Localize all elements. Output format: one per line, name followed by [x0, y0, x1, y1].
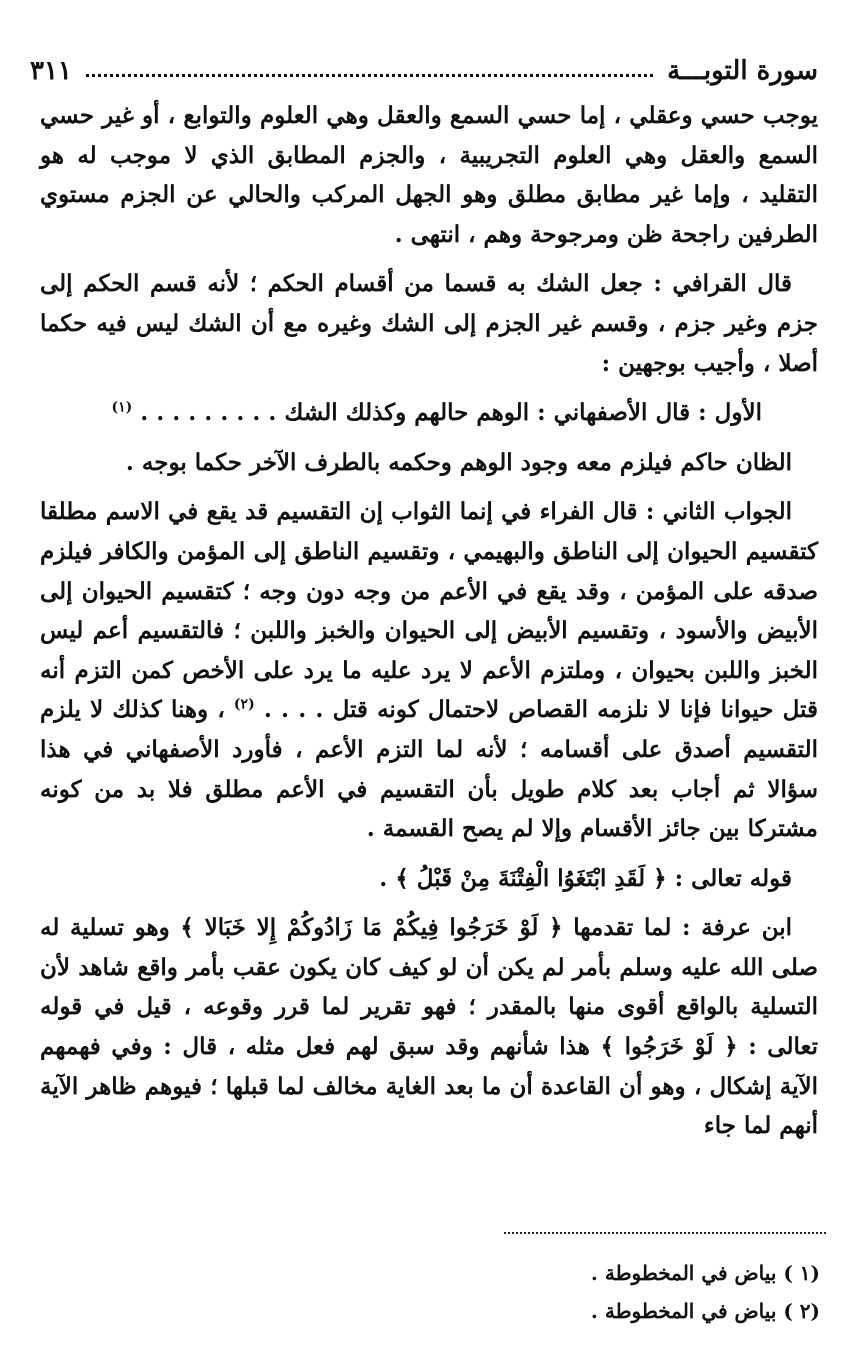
- quran-verse-2: ﴿ لَوْ خَرَجُوا فِيكُمْ مَا زَادُوكُمْ إِلا خَبَالا ﴾: [180, 914, 563, 942]
- footnote-separator: [504, 1232, 826, 1234]
- surah-title: سورة التوبـــة: [667, 56, 818, 86]
- footnote-2: (٢ ) بياض في المخطوطة .: [590, 1299, 820, 1323]
- paragraph-7-part-a: ابن عرفة : لما تقدمها: [573, 914, 792, 942]
- paragraph-6-end: .: [379, 864, 388, 892]
- footnote-1: (١ ) بياض في المخطوطة .: [590, 1261, 820, 1285]
- paragraph-4: الظان حاكم فيلزم معه وجود الوهم وحكمه بالطرف الآخر حكما بوجه .: [125, 448, 792, 476]
- paragraph-3: [40, 393, 818, 433]
- header-leader-dots: [86, 74, 653, 77]
- paragraph-2: قال القرافي : جعل الشك به قسما من أقسام الحكم ؛ لأنه قسم الحكم إلى جزم وغير جزم ، وقسم غير الجزم إلى الشك وغيره مع أن الشك ليس فيه حكما أصلا ، وأجيب بوجهين :: [40, 270, 818, 377]
- paragraph-1: يوجب حسي وعقلي ، إما حسي السمع والعقل وهي العلوم والتوابع ، أو غير حسي السمع والعقل وهي العلوم التجريبية ، والجزم المطابق الذي لا موجب له هو التقليد ، وإما غير مطابق مطلق وهو الجهل المركب والحالي عن الجزم مستوي الطرفين راجحة ظن ومرجوحة وهم ، انتهى .: [40, 102, 818, 248]
- footnotes: [40, 1255, 820, 1331]
- main-text: [40, 96, 818, 1156]
- paragraph-6: [40, 859, 818, 899]
- paragraph-7-part-c: هذا شأنهم وقد سبق لهم فعل مثله ، قال : وفي فهمهم الآية إشكال ، وهو أن القاعدة أن ما بعد الغاية مخالف لما قبلها ؛ فيوهم ظاهر الآية أنهم لما جاء: [40, 1033, 818, 1140]
- page-number: ٣١١: [30, 56, 72, 86]
- paragraph-7: [40, 908, 818, 1146]
- paragraph-6-text: قوله تعالى :: [674, 864, 792, 892]
- paragraph-5-part-a: الجواب الثاني : قال الفراء في إنما الثواب إن التقسيم قد يقع في الاسم مطلقا كتقسيم الحيوان إلى الناطق والبهيمي ، وتقسيم الناطق إلى المؤمن والكافر فيلزم صدقه على المؤمن ، وقد يقع في الأعم من وجه دون وجه ؛ كتقسيم الحيوان إلى الأبيض والأسود ، وتقسيم الأبيض إلى الحيوان والخبز واللبن ؛ فالتقسيم أعم ليس الخبز واللبن بحيوان ، وملتزم الأعم لا يرد عليه ما يرد على الأخص كمن التزم أنه قتل حيوانا فإنا لا نلزمه القصاص لاحتمال كونه قتل . . . .: [40, 498, 818, 724]
- footnote-ref-1: (١): [111, 399, 133, 416]
- quran-verse-3: ﴿ لَوْ خَرَجُوا ﴾: [600, 1033, 738, 1061]
- paragraph-3-text: الأول : قال الأصفهاني : الوهم حالهم وكذلك الشك . . . . . . . . .: [140, 399, 762, 427]
- paragraph-5-part-b: ، وهنا كذلك لا يلزم التقسيم أصدق على أقسامه ؛ لأنه لما التزم الأعم ، فأورد الأصفهاني في هذا سؤالا ثم أجاب بعد كلام طويل بأن التقسيم في الأعم مطلق فلا بد من كونه مشتركا بين جائز الأقسام وإلا لم يصح القسمة .: [40, 696, 818, 843]
- paragraph-5: [40, 492, 818, 848]
- quran-verse-1: ﴿ لَقَدِ ابْتَغَوُا الْفِتْنَةَ مِنْ قَبْلُ ﴾: [395, 864, 667, 892]
- footnote-ref-2: (٢): [233, 696, 255, 713]
- running-header: [30, 54, 818, 88]
- paragraph-7-part-b: وهو تسلية له صلى الله عليه وسلم بأمر لم يكن أن لو كيف كان يكون عقب بأمر واقع شاهد لأن التسلية بالواقع أقوى منها بالمقدر ؛ فهو تقرير لما قرر وقوعه ، قيل في قوله تعالى :: [40, 914, 818, 1061]
